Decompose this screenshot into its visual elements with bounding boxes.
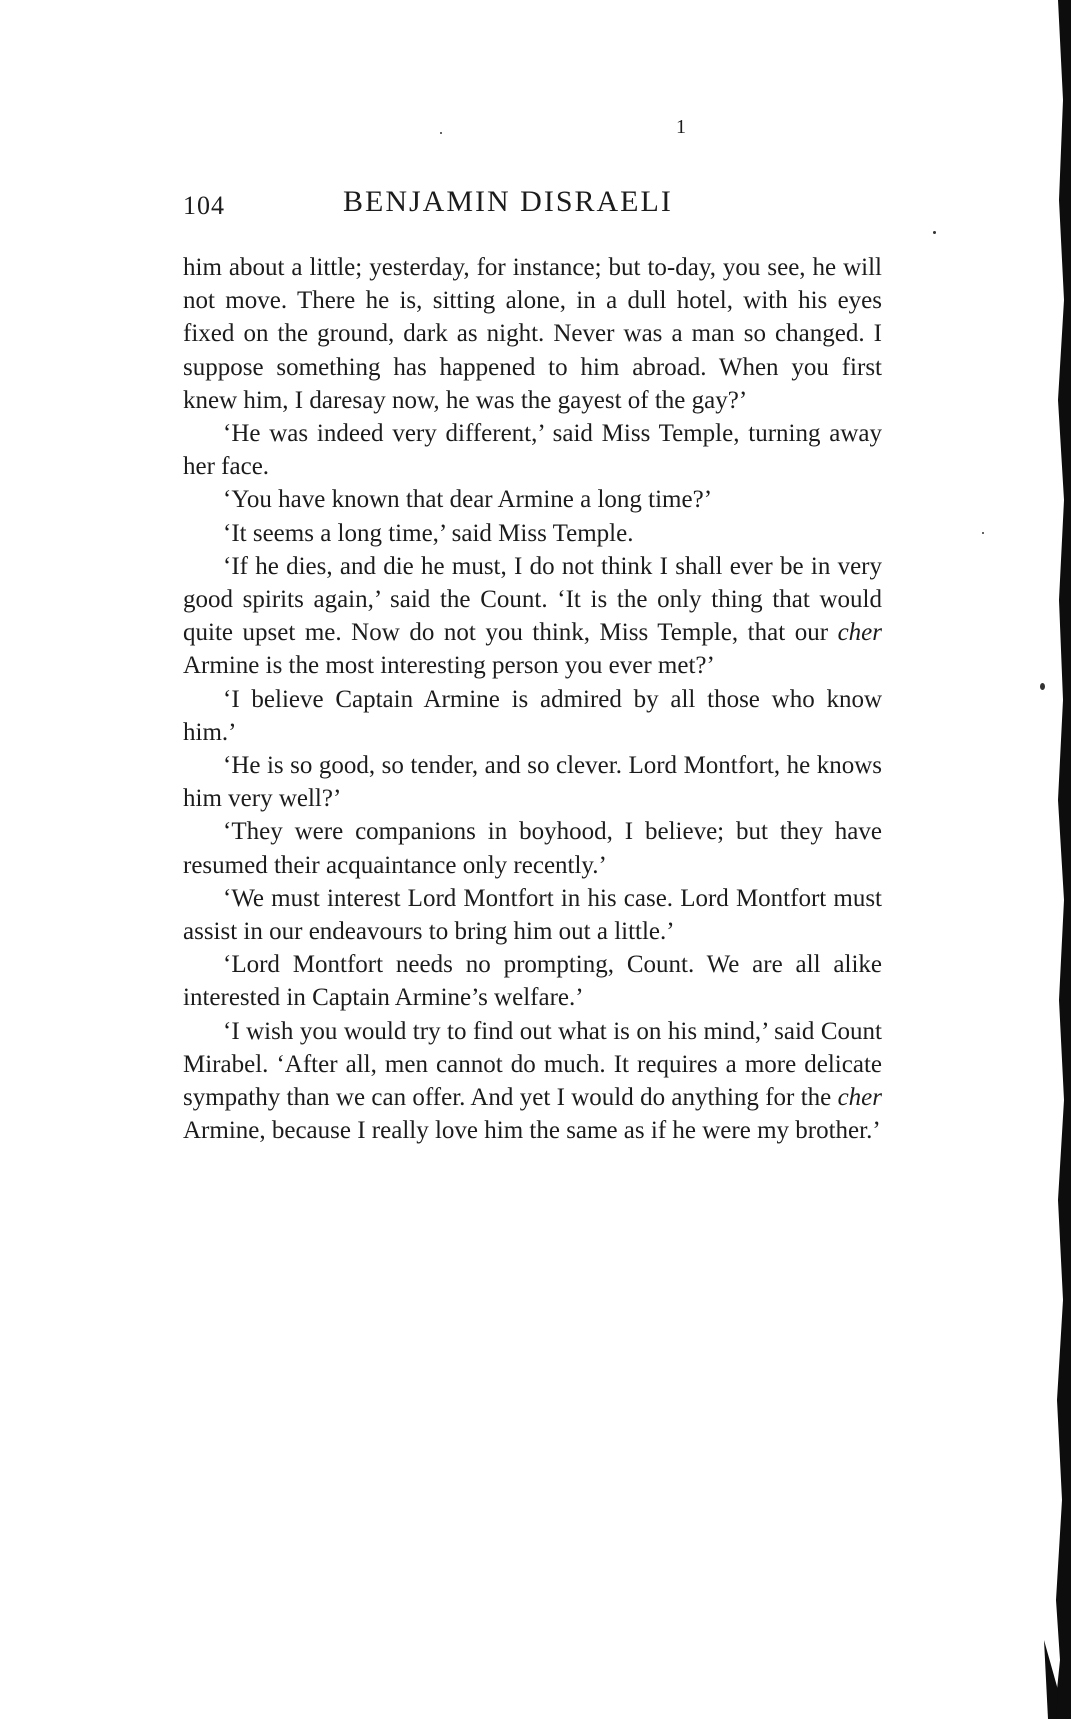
paragraph-text: Armine is the most interesting person you ever met?’ bbox=[183, 652, 715, 680]
italic-word: cher bbox=[837, 619, 882, 647]
paragraph-text: ‘I wish you would try to find out what is on his mind,’ said Count Mirabel. ‘After all, men cannot do much. It requires a more delicate sympathy than we can offer. And yet I would do anything for the bbox=[183, 1017, 882, 1112]
paragraph bbox=[183, 1015, 882, 1148]
paragraph-text: ‘I believe Captain Armine is admired by all those who know him.’ bbox=[183, 685, 882, 746]
paragraph-text: ‘You have known that dear Armine a long time?’ bbox=[223, 486, 713, 514]
paragraph bbox=[183, 683, 882, 749]
paragraph-text: ‘It seems a long time,’ said Miss Temple. bbox=[223, 519, 634, 547]
italic-word: cher bbox=[837, 1084, 882, 1112]
paragraph bbox=[183, 948, 882, 1014]
paragraph-text: Armine, because I really love him the same as if he were my brother.’ bbox=[183, 1117, 881, 1145]
ink-speck bbox=[982, 532, 984, 534]
paragraph bbox=[183, 815, 882, 881]
ink-speck bbox=[440, 132, 442, 134]
paragraph-text: ‘They were companions in boyhood, I believe; but they have resumed their acquaintance only recently.’ bbox=[183, 818, 882, 879]
paragraph-text: ‘If he dies, and die he must, I do not think I shall ever be in very good spirits again,’ said the Count. ‘It is the only thing that would quite upset me. Now do not you think, Miss Temple, that our bbox=[183, 552, 882, 647]
paragraph bbox=[183, 417, 882, 483]
paragraph-text: ‘Lord Montfort needs no prompting, Count. We are all alike interested in Captain Armine’s welfare.’ bbox=[183, 951, 882, 1012]
page-header bbox=[183, 185, 883, 229]
paragraph-text: ‘He was indeed very different,’ said Miss Temple, turning away her face. bbox=[183, 420, 882, 481]
paragraph bbox=[183, 517, 882, 550]
paragraph bbox=[183, 251, 882, 417]
paragraph-text: him about a little; yesterday, for instance; but to-day, you see, he will not move. There he is, sitting alone, in a dull hotel, with his eyes fixed on the ground, dark as night. Never was a man so changed. I suppose something has happened to him abroad. When you first knew him, I daresay now, he was the gayest of the gay?’ bbox=[183, 254, 882, 414]
paragraph bbox=[183, 882, 882, 948]
paragraph-text: ‘He is so good, so tender, and so clever. Lord Montfort, he knows him very well?’ bbox=[183, 752, 882, 813]
top-mark: 1 bbox=[676, 116, 686, 138]
body-text bbox=[183, 251, 882, 1147]
binding-shadow bbox=[1040, 0, 1071, 1719]
ink-speck bbox=[933, 231, 936, 234]
paragraph-text: ‘We must interest Lord Montfort in his case. Lord Montfort must assist in our endeavours to bring him out a little.’ bbox=[183, 884, 882, 946]
paragraph bbox=[183, 483, 882, 516]
ink-speck bbox=[1040, 683, 1045, 690]
page-number: 104 bbox=[183, 191, 225, 220]
paragraph bbox=[183, 749, 882, 815]
paragraph bbox=[183, 550, 882, 683]
running-title: BENJAMIN DISRAELI bbox=[343, 185, 673, 218]
